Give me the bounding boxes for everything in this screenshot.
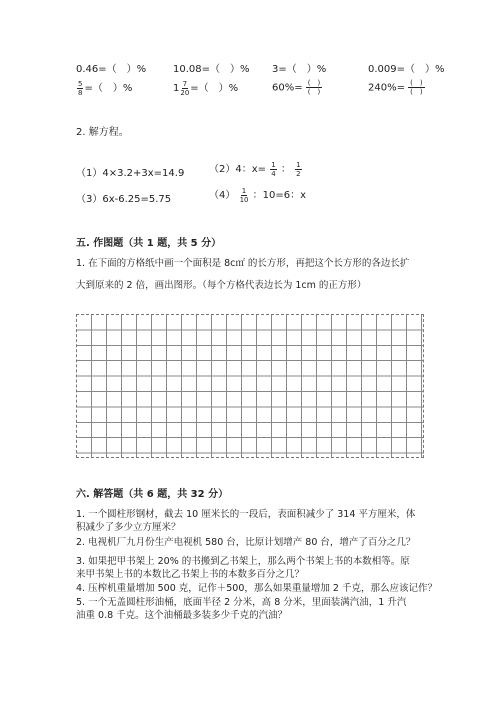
- whole-part: 1: [173, 83, 180, 94]
- denominator: 2: [296, 169, 301, 178]
- section-5-heading: 五. 作图题（共 1 题，共 5 分）: [76, 238, 222, 249]
- blank-denominator: ( ): [410, 88, 423, 96]
- equation-4-pre: （4）: [209, 190, 236, 201]
- numerator: 5: [78, 79, 83, 88]
- equation-4-rest: ：10=6：x: [252, 190, 307, 201]
- conversion-4: 0.009=（ ）%: [368, 64, 445, 75]
- conversion-8-pre: 240%=: [368, 82, 405, 94]
- denominator: 20: [180, 89, 190, 97]
- conversion-7-pre: 60%=: [272, 82, 303, 94]
- conversion-3: 3=（ ）%: [272, 64, 327, 75]
- equation-3: （3）6x-6.25=5.75: [76, 194, 172, 205]
- conversion-8: [368, 79, 425, 96]
- blank-numerator: ( ): [410, 79, 423, 87]
- problem-2: 2. 电视机厂九月份生产电视机 580 台，比原计划增产 80 台，增产了百分之几？: [76, 537, 416, 548]
- blank-denominator: ( ): [307, 88, 321, 96]
- fraction: [180, 80, 189, 97]
- problem-5-line-2: 油重 0.8 千克。这个油桶最多装多少千克的汽油？: [76, 610, 288, 621]
- numerator: 7: [182, 80, 188, 88]
- equation-1: （1）4×3.2+3x=14.9: [76, 168, 185, 179]
- section-5-line-2: 大到原来的 2 倍，画出图形。（每个方格代表边长为 1cm 的正方形）: [76, 280, 367, 291]
- denominator: 10: [239, 195, 249, 204]
- numerator: 1: [296, 160, 301, 169]
- section-6-heading: 六. 解答题（共 6 题，共 32 分）: [76, 489, 229, 500]
- equation-2-pre: （2）4：x=: [209, 164, 267, 175]
- blank-fraction: [408, 79, 424, 96]
- equation-4: [209, 186, 306, 204]
- problem-3-line-1: 3. 如果把甲书架上 20% 的书搬到乙书架上，那么两个书架上书的本数相等。原: [76, 556, 410, 567]
- grid-paper[interactable]: [76, 314, 424, 458]
- mixed-number: [173, 80, 190, 97]
- problem-4: 4. 压榨机重量增加 500 克，记作＋500，那么如果重量增加 2 千克，那么应该记作？: [76, 583, 437, 594]
- conversion-5: [76, 79, 132, 97]
- fraction: [77, 80, 83, 97]
- equation-2-mid: ：: [280, 164, 291, 175]
- conversion-6-rest: =（ ）%: [190, 83, 239, 94]
- section-5-line-1: 1. 在下面的方格纸中画一个面积是 8c㎡ 的长方形，再把这个长方形的各边长扩: [76, 258, 410, 269]
- conversion-2: 10.08=（ ）%: [173, 64, 250, 75]
- question-2-title: 2. 解方程。: [76, 127, 129, 138]
- numerator: 1: [241, 186, 247, 195]
- problem-1-line-2: 积减少了多少立方厘米？: [76, 522, 181, 533]
- problem-5-line-1: 5. 一个无盖圆柱形油桶，底面半径 2 分米，高 8 分米，里面装满汽油，1 升汽: [76, 597, 407, 608]
- fraction: [240, 187, 249, 204]
- blank-fraction: [306, 79, 322, 96]
- fraction: [270, 161, 276, 178]
- conversion-6: [173, 79, 238, 97]
- conversion-1: 0.46=（ ）%: [76, 64, 147, 75]
- denominator: 4: [271, 169, 276, 178]
- numerator: 1: [271, 160, 276, 169]
- problem-1-line-1: 1. 一个圆柱形钢材，截去 10 厘米长的一段后，表面积减少了 314 平方厘米，体: [76, 509, 416, 520]
- equation-2: [209, 160, 303, 178]
- problem-3-line-2: 来甲书架上书的本数比乙书架上书的本数多百分之几？: [76, 569, 305, 580]
- blank-numerator: ( ): [307, 79, 321, 87]
- conversion-5-rest: =（ ）%: [84, 83, 133, 94]
- denominator: 8: [78, 88, 83, 97]
- fraction: [295, 161, 301, 178]
- conversion-7: [272, 79, 322, 96]
